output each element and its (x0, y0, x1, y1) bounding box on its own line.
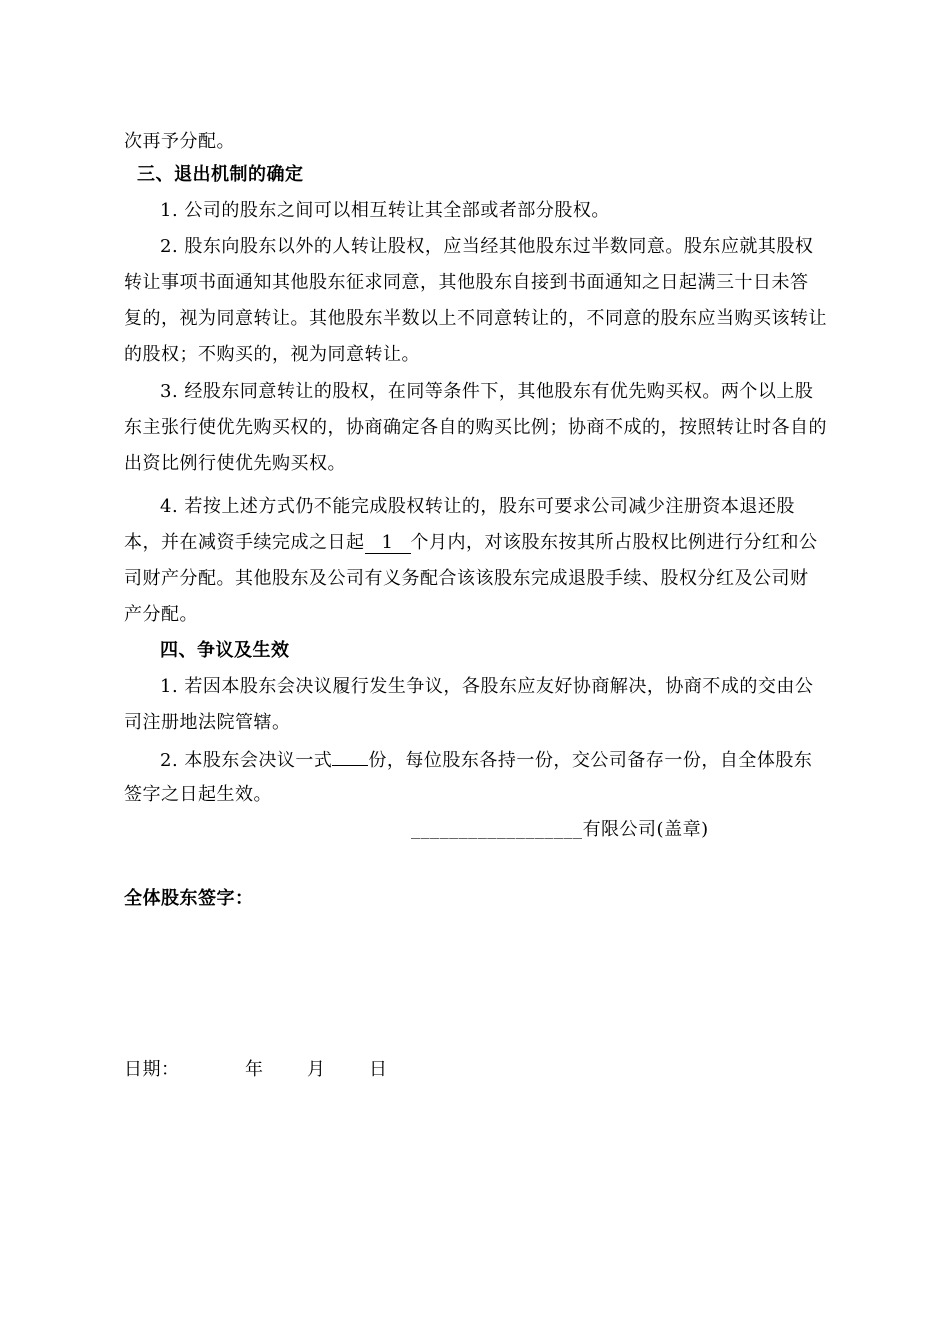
company-suffix: 有限公司(盖章) (582, 819, 709, 840)
item-4-text-after: 个月内，对该股东按其所占股权比例进行分红和公 (410, 532, 818, 553)
section-3-heading: 三、退出机制的确定 (137, 164, 304, 185)
section-3-item-3-line: 东主张行使优先购买权的，协商确定各自的购买比例；协商不成的，按照转让时各自的 (124, 417, 827, 438)
paragraph-continuation: 次再予分配。 (124, 131, 235, 152)
company-name-blank: __________________ (411, 821, 583, 839)
date-label: 日期： (124, 1059, 180, 1080)
date-day: 日 (369, 1059, 388, 1080)
section-3-item-2-line: 的股权；不购买的，视为同意转让。 (124, 344, 420, 365)
section-4-item-1-line: 司注册地法院管辖。 (124, 712, 291, 733)
months-value: 1 (365, 533, 411, 554)
section-4-item-2-line: 签字之日起生效。 (124, 784, 272, 805)
copies-blank (332, 747, 368, 766)
shareholder-signature-label: 全体股东签字： (124, 888, 254, 909)
section-3-item-4-line: 产分配。 (124, 604, 198, 625)
date-month: 月 (307, 1059, 326, 1080)
section-3-item-4-line: 司财产分配。其他股东及公司有义务配合该该股东完成退股手续、股权分红及公司财 (124, 568, 809, 589)
section-3-item-2-line: 2. 股东向股东以外的人转让股权，应当经其他股东过半数同意。股东应就其股权 (160, 236, 814, 257)
section-3-item-1: 1. 公司的股东之间可以相互转让其全部或者部分股权。 (160, 200, 610, 221)
date-year: 年 (245, 1059, 264, 1080)
item-4-text-before: 本，并在减资手续完成之日起 (124, 532, 365, 553)
company-seal-line (411, 818, 709, 842)
section-3-item-2-line: 转让事项书面通知其他股东征求同意，其他股东自接到书面通知之日起满三十日未答 (124, 272, 809, 293)
section-4-heading: 四、争议及生效 (160, 640, 290, 661)
section-3-item-3-line: 3. 经股东同意转让的股权，在同等条件下，其他股东有优先购买权。两个以上股 (160, 381, 814, 402)
section-3-item-4-line: 4. 若按上述方式仍不能完成股权转让的，股东可要求公司减少注册资本退还股 (160, 496, 795, 517)
item-2-text-after: 份，每位股东各持一份，交公司备存一份，自全体股东 (368, 750, 813, 771)
section-3-item-4-line (124, 531, 818, 555)
item-2-text-before: 2. 本股东会决议一式 (160, 750, 333, 771)
section-3-item-3-line: 出资比例行使优先购买权。 (124, 453, 346, 474)
section-4-item-2-line (160, 747, 812, 773)
section-3-item-2-line: 复的，视为同意转让。其他股东半数以上不同意转让的，不同意的股东应当购买该转让 (124, 308, 827, 329)
section-4-item-1-line: 1. 若因本股东会决议履行发生争议，各股东应友好协商解决，协商不成的交由公 (160, 676, 814, 697)
